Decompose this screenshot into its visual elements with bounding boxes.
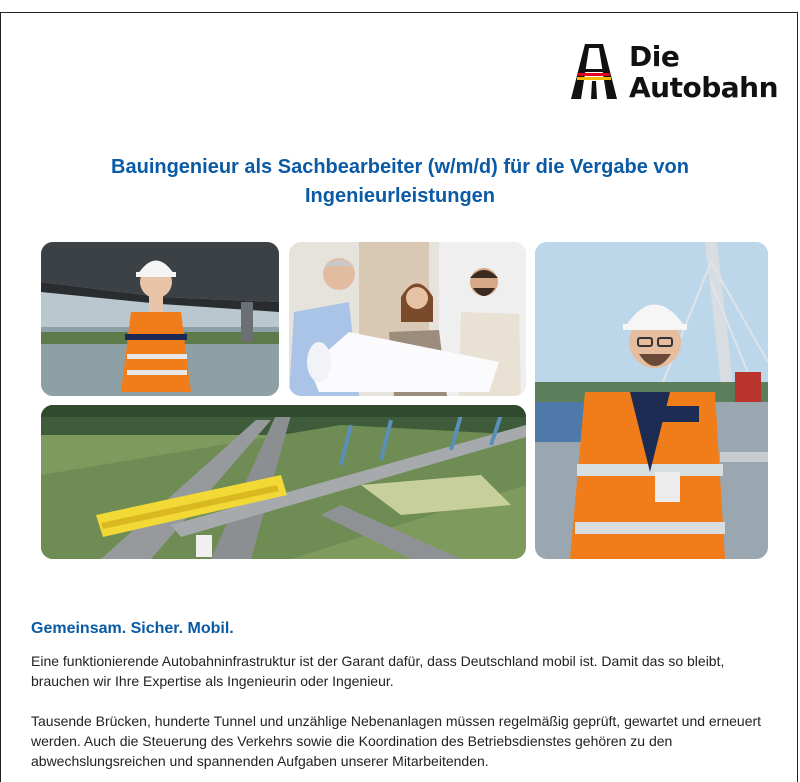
team-reviewing-plans-photo [289, 242, 526, 396]
highway-bridge-aerial-photo [41, 405, 526, 559]
intro-paragraph: Eine funktionierende Autobahninfrastruktur ist der Garant dafür, dass Deutschland mobil ist. Damit das so bleibt, brauchen wir Ihre Expertise als Ingenieurin oder Ingenieur. [31, 653, 725, 689]
tasks-paragraph: Tausende Brücken, hunderte Tunnel und unzählige Nebenanlagen müssen regelmäßig geprüft, gewartet und erneuert werden. Auch die Steuerung des Verkehrs sowie die Koordination des Betriebsdienstes gehören zu den abwechslungsreichen und spannenden Aufgaben unserer Mitarbeitenden. [31, 713, 762, 769]
section-subheading: Gemeinsam. Sicher. Mobil. [31, 620, 234, 637]
logo-wordmark [629, 41, 778, 103]
die-autobahn-logo [569, 40, 779, 105]
job-title: Bauingenieur als Sachbearbeiter (w/m/d) für die Vergabe von Ingenieurleistungen [111, 156, 689, 207]
document-frame [0, 12, 798, 782]
logo-line-die: Die [629, 40, 680, 73]
autobahn-logo-icon [569, 43, 619, 101]
engineer-woman-bridge-photo [41, 242, 279, 396]
logo-line-autobahn: Autobahn [629, 71, 779, 104]
engineer-man-bridge-photo [535, 242, 768, 559]
